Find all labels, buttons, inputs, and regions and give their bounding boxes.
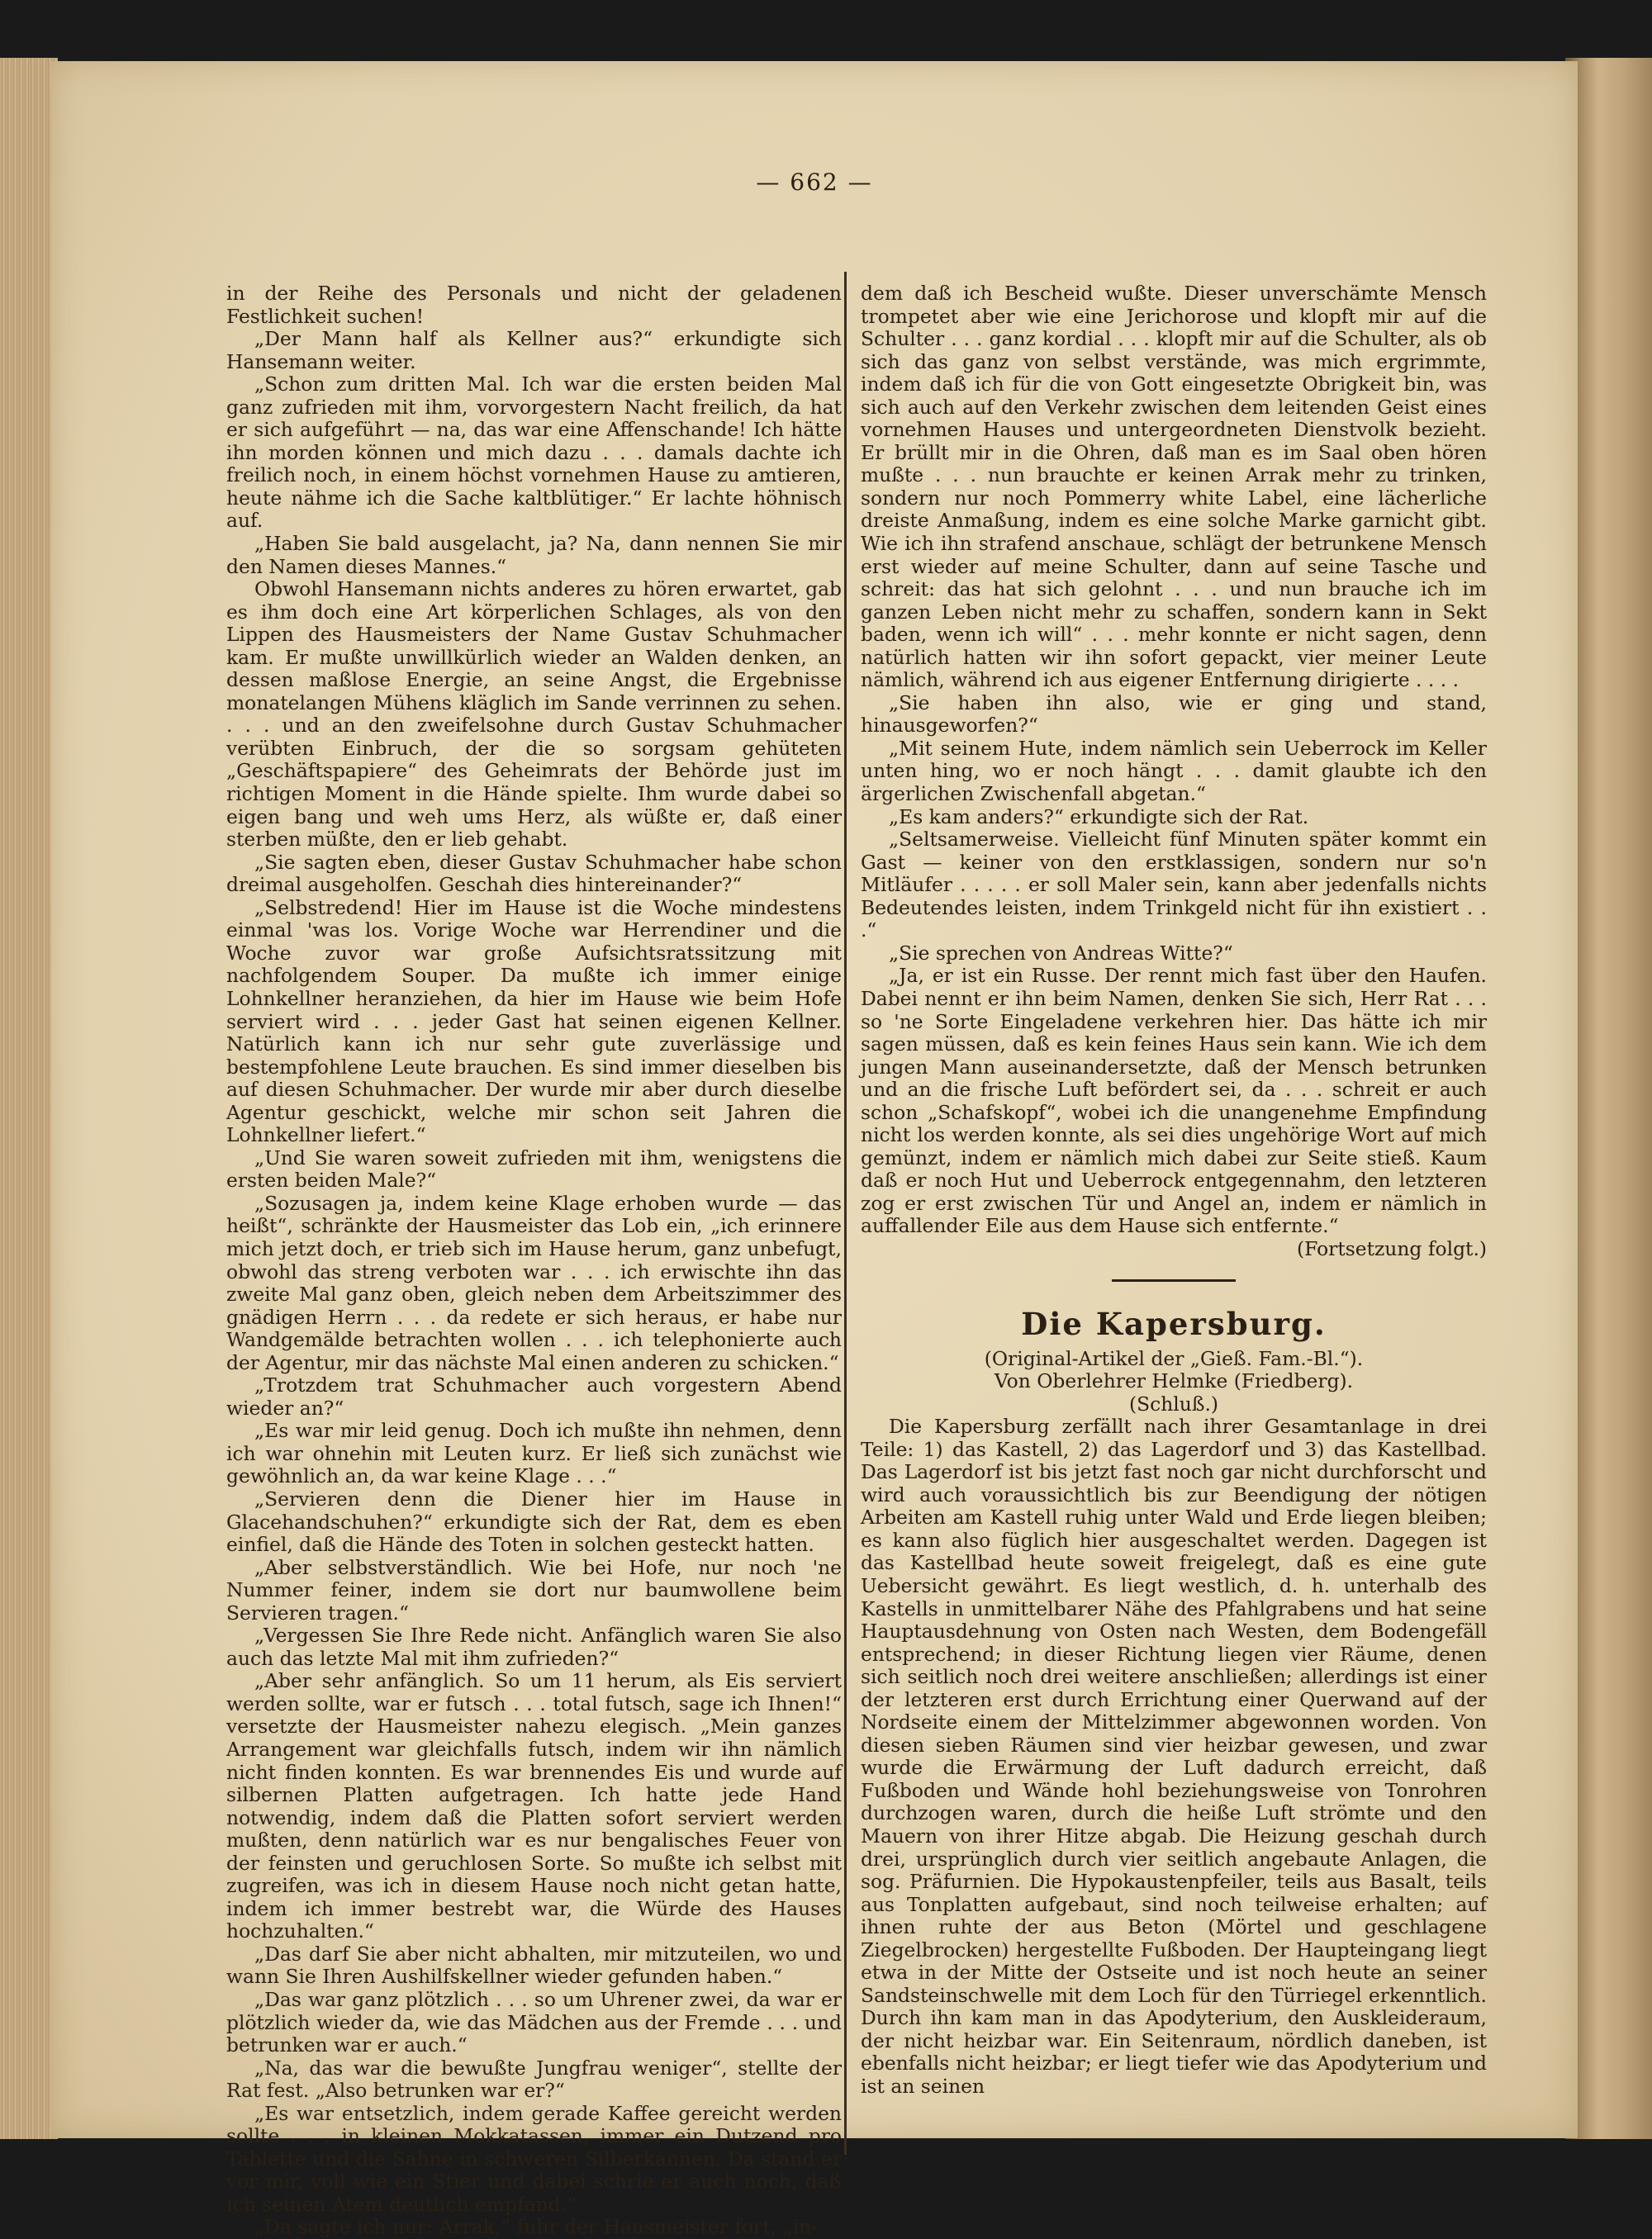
paragraph: „Trotzdem trat Schuhmacher auch vorgestern Abend wieder an?“ — [226, 1373, 842, 1420]
paragraph: „Ja, er ist ein Russe. Der rennt mich fast über den Haufen. Dabei nennt er ihn beim Namen, denken Sie sich, Herr Rat . . . so 'ne Sorte Eingeladene verkehren hier. Das hätte ich mir sagen müssen, daß es kein feines Haus sein kann. Wie ich dem jungen Mann auseinandersetzte, daß der Mensch betrunken und an die frische Luft befördert sei, da . . . schreit er auch schon „Schafskopf“, wobei ich die unangenehme Empfindung nicht los werden konnte, als sei dies ungehörige Wort auf mich gemünzt, indem er nämlich mich dabei zur Seite stieß. Kaum daß er noch Hut und Ueberrock entgegennahm, den letzteren zog er erst zwischen Tür und Angel an, indem er nämlich in auffallender Eile aus dem Hause sich entfernte.“ — [861, 964, 1487, 1238]
paragraph: „Haben Sie bald ausgelacht, ja? Na, dann nennen Sie mir den Namen dieses Mannes.“ — [226, 532, 842, 578]
paragraph: „Sie sagten eben, dieser Gustav Schuhmacher habe schon dreimal ausgeholfen. Geschah dies hintereinander?“ — [226, 850, 842, 897]
paragraph: „Vergessen Sie Ihre Rede nicht. Anfänglich waren Sie also auch das letzte Mal mit ihm zufrieden?“ — [226, 1624, 842, 1670]
article-author: Von Oberlehrer Helmke (Friedberg). — [994, 1369, 1354, 1393]
paragraph: „Es war entsetzlich, indem gerade Kaffee gereicht werden sollte . . . in kleinen Mokkatassen, immer ein Dutzend pro Tablette und die Sahne in schweren Silberkannen. Da stand er vor mir, voll wie ein Stier und dabei schrie er auch noch, daß ich seinen Atem deutlich empfand.“ — [226, 2101, 842, 2216]
paragraph: „Na, das war die bewußte Jungfrau weniger“, stellte der Rat fest. „Also betrunken war er?“ — [226, 2056, 842, 2103]
article-part: (Schluß.) — [1128, 1392, 1219, 1416]
paragraph: „Das darf Sie aber nicht abhalten, mir mitzuteilen, wo und wann Sie Ihren Aushilfskellner wieder gefunden haben.“ — [226, 1942, 842, 1989]
article-source: (Original-Artikel der „Gieß. Fam.-Bl.“). — [984, 1346, 1364, 1370]
right-column — [861, 282, 1487, 2099]
book-edge-left — [0, 58, 58, 2139]
column-divider — [844, 272, 847, 2155]
paragraph: in der Reihe des Personals und nicht der geladenen Festlichkeit suchen! — [226, 282, 842, 328]
paragraph: „Mit seinem Hute, indem nämlich sein Ueberrock im Keller unten hing, wo er noch hängt . . . damit glaubte ich den ärgerlichen Zwischenfall abgetan.“ — [861, 736, 1487, 806]
paragraph: „Servieren denn die Diener hier im Hause in Glacehandschuhen?“ erkundigte sich der Rat, dem es eben einfiel, daß die Hände des Toten in solchen gesteckt hatten. — [226, 1487, 842, 1557]
right-column-story — [861, 282, 1487, 1238]
paragraph: „Sie haben ihn also, wie er ging und stand, hinausgeworfen?“ — [861, 690, 1487, 738]
paragraph: „Schon zum dritten Mal. Ich war die ersten beiden Mal ganz zufrieden mit ihm, vorvorgestern Nacht freilich, da hat er sich aufgeführt — na, das war eine Affenschande! Ich hätte ihn morden können und mich dazu . . . damals dachte ich freilich noch, in einem höchst vornehmen Hause zu amtieren, heute nähme ich die Sache kaltblütiger.“ Er lachte höhnisch auf. — [226, 372, 842, 533]
paragraph: „Selbstredend! Hier im Hause ist die Woche mindestens einmal 'was los. Vorige Woche war Herrendiner und die Woche zuvor war große Aufsichtsratssitzung mit nachfolgendem Souper. Da mußte ich immer einige Lohnkellner heranziehen, da hier im Hause wie beim Hofe serviert wird . . . jeder Gast hat seinen eigenen Kellner. Natürlich kann ich nur sehr gute zuverlässige und bestempfohlene Leute brauchen. Es sind immer dieselben bis auf diesen Schuhmacher. Der wurde mir aber durch dieselbe Agentur geschickt, welche mir schon seit Jahren die Lohnkellner liefert.“ — [226, 895, 842, 1147]
section-divider — [1112, 1279, 1236, 1282]
book-edge-right — [1565, 58, 1652, 2139]
paragraph: „Da sagte ich nur: Arrak,“ fuhr der Hausmeister fort, „in- — [254, 2215, 819, 2239]
paragraph: „Sozusagen ja, indem keine Klage erhoben wurde — das heißt“, schränkte der Hausmeister das Lob ein, „ich erinnere mich jetzt doch, er trieb sich im Hause herum, ganz unbefugt, obwohl das streng verboten war . . . ich erwischte ihn das zweite Mal ganz oben, gleich neben dem Arbeitszimmer des gnädigen Herrn . . . da redete er sich heraus, er habe nur Wandgemälde betrachten wollen . . . ich telephonierte auch der Agentur, mir das nächste Mal einen anderen zu schicken.“ — [226, 1191, 842, 1374]
paragraph: „Es war mir leid genug. Doch ich mußte ihn nehmen, denn ich war ohnehin mit Leuten kurz. Er ließ sich zunächst wie gewöhnlich an, da war keine Klage . . .“ — [226, 1419, 842, 1488]
paragraph: „Und Sie waren soweit zufrieden mit ihm, wenigstens die ersten beiden Male?“ — [226, 1146, 842, 1193]
paragraph: Obwohl Hansemann nichts anderes zu hören erwartet, gab es ihm doch eine Art körperlichen Schlages, als von den Lippen des Hausmeisters der Name Gustav Schuhmacher kam. Er mußte unwillkürlich wieder an Walden denken, an dessen maßlose Energie, an seine Angst, die Ergebnisse monatelangen Mühens kläglich im Sande verrinnen zu sehen. . . . und an den zweifelsohne durch Gustav Schuhmacher verübten Einbruch, der die so sorgsam gehüteten „Geschäftspapiere“ des Geheimrats der Behörde just im richtigen Moment in die Hände spielte. Ihm wurde dabei so eigen bang und weh ums Herz, als wüßte er, daß einer sterben müßte, den er lieb gehabt. — [226, 577, 842, 851]
paragraph: „Das war ganz plötzlich . . . so um Uhrener zwei, da war er plötzlich wieder da, wie das Mädchen aus der Fremde . . . und betrunken war er auch.“ — [226, 1988, 842, 2057]
paragraph: „Aber selbstverständlich. Wie bei Hofe, nur noch 'ne Nummer feiner, indem sie dort nur baumwollene beim Servieren tragen.“ — [226, 1555, 842, 1625]
article-title: Die Kapersburg. — [1021, 1305, 1327, 1342]
paragraph: dem daß ich Bescheid wußte. Dieser unverschämte Mensch trompetet aber wie eine Jerichorose und klopft mir auf die Schulter . . . ganz kordial . . . klopft mir auf die Schulter, als ob sich das ganz von selbst verstände, was mich ergrimmte, indem daß ich für die von Gott eingesetzte Obrigkeit bin, was sich auch auf den Verkehr zwischen dem leitenden Geist eines vornehmen Hauses und untergeordneten Dienstvolk bezieht. Er brüllt mir in die Ohren, daß man es im Saal oben hören mußte . . . nun brauchte er keinen Arrak mehr zu trinken, sondern nur noch Pommerry white Label, eine lächerliche dreiste Anmaßung, indem es eine solche Marke garnicht gibt. Wie ich ihn strafend anschaue, schlägt der betrunkene Mensch erst wieder auf meine Schulter, dann auf seine Tasche und schreit: das hat sich gelohnt . . . und nun brauche ich im ganzen Leben nicht mehr zu schaffen, sondern kann in Sekt baden, wenn ich will“ . . . mehr konnte er nicht sagen, denn natürlich hatten wir ihn sofort gepackt, vier meiner Leute nämlich, während ich aus eigener Entfernung dirigierte . . . . — [861, 282, 1487, 692]
paragraph: „Sie sprechen von Andreas Witte?“ — [889, 941, 1233, 965]
continuation-note: (Fortsetzung folgt.) — [1297, 1236, 1487, 1260]
page-number: — 662 — — [756, 168, 873, 196]
paragraph: „Der Mann half als Kellner aus?“ erkundigte sich Hansemann weiter. — [226, 327, 842, 373]
left-column — [226, 282, 842, 2239]
article-paragraph: Die Kapersburg zerfällt nach ihrer Gesamtanlage in drei Teile: 1) das Kastell, 2) das Lagerdorf und 3) das Kastellbad. Das Lagerdorf ist bis jetzt fast noch gar nicht durchforscht und wird auch voraussichtlich bis zur Beendigung der nötigen Arbeiten am Kastell ruhig unter Wald und Erde liegen bleiben; es kann also füglich hier ausgeschaltet werden. Dagegen ist das Kastellbad heute soweit freigelegt, daß es eine gute Uebersicht gewährt. Es liegt westlich, d. h. unterhalb des Kastells in unmittelbarer Nähe des Pfahlgrabens und hat seine Hauptausdehnung von Osten nach Westen, dem Bodengefäll entsprechend; in dieser Richtung liegen vier Räume, denen sich seitlich noch drei weitere anschließen; allerdings ist einer der letzteren erst durch Errichtung einer Querwand auf der Nordseite einem der Mittelzimmer abgewonnen worden. Von diesen sieben Räumen sind vier heizbar gewesen, und zwar wurde die Erwärmung der Luft dadurch erreicht, daß Fußboden und Wände hohl beziehungsweise von Tonrohren durchzogen waren, durch die heiße Luft strömte und den Mauern von ihrer Hitze abgab. Die Heizung geschah durch drei, ursprünglich durch vier seitlich angebaute Anlagen, die sog. Präfurnien. Die Hypokaustenpfeiler, teils aus Basalt, teils aus Tonplatten aufgebaut, sind noch teilweise erhalten; auf ihnen ruhte der aus Beton (Mörtel und geschlagene Ziegelbrocken) hergestellte Fußboden. Der Haupteingang liegt etwa in der Mitte der Ostseite und ist noch heute an seiner Sandsteinschwelle mit dem Loch für den Türriegel erkenntlich. Durch ihn kam man in das Apodyterium, den Auskleideraum, der nicht heizbar war. Ein Seitenraum, nördlich daneben, ist ebenfalls nicht heizbar; er liegt tiefer wie das Apodyterium und ist an seinen — [861, 1415, 1487, 2099]
newspaper-page — [51, 61, 1578, 2239]
paragraph: „Es kam anders?“ erkundigte sich der Rat. — [889, 804, 1309, 828]
paragraph: „Aber sehr anfänglich. So um 11 herum, als Eis serviert werden sollte, war er futsch . . . total futsch, sage ich Ihnen!“ versetzte der Hausmeister nahezu elegisch. „Mein ganzes Arrangement war gleichfalls futsch, indem wir ihn nämlich nicht finden konnten. Es war brennendes Eis und wurde auf silbernen Platten aufgetragen. Ich hatte jede Hand notwendig, indem daß die Platten sofort serviert werden mußten, denn natürlich war es nur bengalisches Feuer von der feinsten und geruchlosen Sorte. So mußte ich selbst mit zugreifen, was ich in diesem Hause noch nicht getan hatte, indem ich immer bestrebt war, die Würde des Hauses hochzuhalten.“ — [226, 1669, 842, 1943]
paragraph: „Seltsamerweise. Vielleicht fünf Minuten später kommt ein Gast — keiner von den erstklassigen, sondern nur so'n Mitläufer . . . . . er soll Maler sein, kann aber jedenfalls nichts Bedeutendes leisten, indem Trinkgeld nicht für ihn existiert . . .“ — [861, 828, 1487, 942]
